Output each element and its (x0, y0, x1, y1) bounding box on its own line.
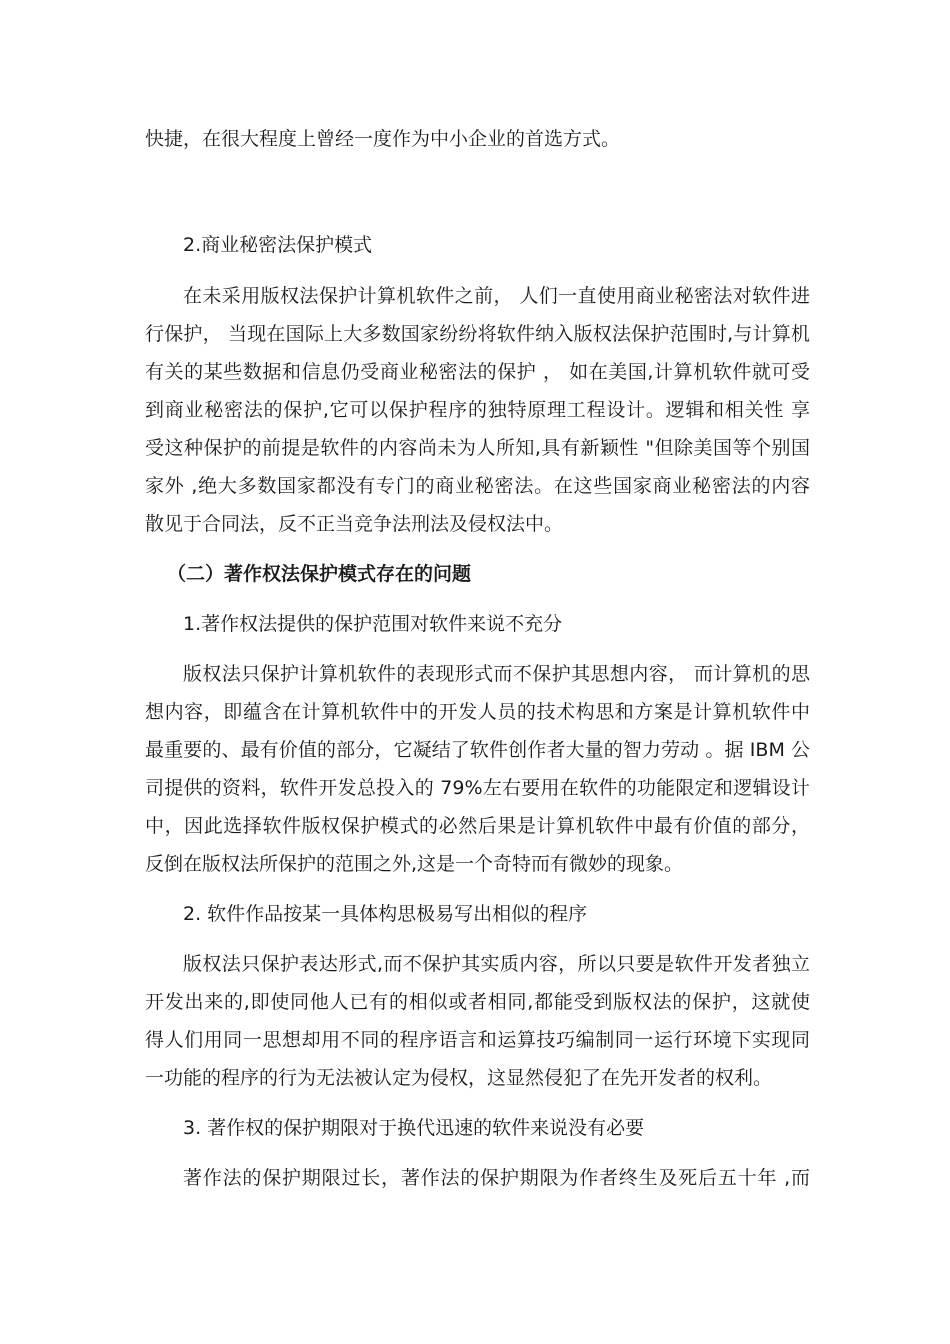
subheading-trade-secret: 2.商业秘密法保护模式 (183, 234, 373, 256)
paragraph-line: 司提供的资料，软件开发总投入的 79%左右要用在软件的功能限定和逻辑设计 (145, 777, 810, 799)
paragraph-line: 著作法的保护期限过长，著作法的保护期限为作者终生及死后五十年 ,而 (183, 1167, 810, 1189)
paragraph-line: 最重要的、最有价值的部分，它凝结了软件创作者大量的智力劳动 。据 IBM 公 (145, 739, 810, 761)
paragraph-line: 散见于合同法，反不正当竞争法刑法及侵权法中。 (145, 513, 564, 535)
subheading-item-3: 3. 著作权的保护期限对于换代迅速的软件来说没有必要 (183, 1117, 645, 1139)
paragraph-line: 想内容，即蕴含在计算机软件中的开发人员的技术构思和方案是计算机软件中 (145, 701, 810, 723)
paragraph-line: 受这种保护的前提是软件的内容尚未为人所知,具有新颖性 "但除美国等个别国 (145, 437, 810, 459)
paragraph-line: 版权法只保护计算机软件的表现形式而不保护其思想内容， 而计算机的思 (183, 663, 810, 685)
paragraph-line: 中，因此选择软件版权保护模式的必然后果是计算机软件中最有价值的部分， (145, 815, 810, 837)
paragraph-line: 家外 ,绝大多数国家都没有专门的商业秘密法。在这些国家商业秘密法的内容 (145, 475, 810, 497)
paragraph-line: 快捷，在很大程度上曾经一度作为中小企业的首选方式。 (145, 128, 621, 150)
paragraph-line: 一功能的程序的行为无法被认定为侵权，这显然侵犯了在先开发者的权利。 (145, 1067, 773, 1089)
subheading-item-2: 2. 软件作品按某一具体构思极易写出相似的程序 (183, 903, 588, 925)
paragraph-line: 得人们用同一思想却用不同的程序语言和运算技巧编制同一运行环境下实现同 (145, 1029, 810, 1051)
paragraph-line: 到商业秘密法的保护,它可以保护程序的独特原理工程设计。逻辑和相关性 享 (145, 399, 810, 421)
section-heading: （二）著作权法保护模式存在的问题 (167, 563, 472, 585)
paragraph-line: 版权法只保护表达形式,而不保护其实质内容，所以只要是软件开发者独立 (183, 953, 810, 975)
paragraph-line: 开发出来的,即使同他人已有的相似或者相同,都能受到版权法的保护，这就使 (145, 991, 810, 1013)
paragraph-line: 行保护， 当现在国际上大多数国家纷纷将软件纳入版权法保护范围时,与计算机 (145, 323, 810, 345)
paragraph-line: 有关的某些数据和信息仍受商业秘密法的保护 ， 如在美国,计算机软件就可受 (145, 361, 810, 383)
paragraph-line: 反倒在版权法所保护的范围之外,这是一个奇特而有微妙的现象。 (145, 853, 684, 875)
paragraph-line: 在未采用版权法保护计算机软件之前， 人们一直使用商业秘密法对软件进 (183, 285, 810, 307)
subheading-item-1: 1.著作权法提供的保护范围对软件来说不充分 (183, 613, 563, 635)
